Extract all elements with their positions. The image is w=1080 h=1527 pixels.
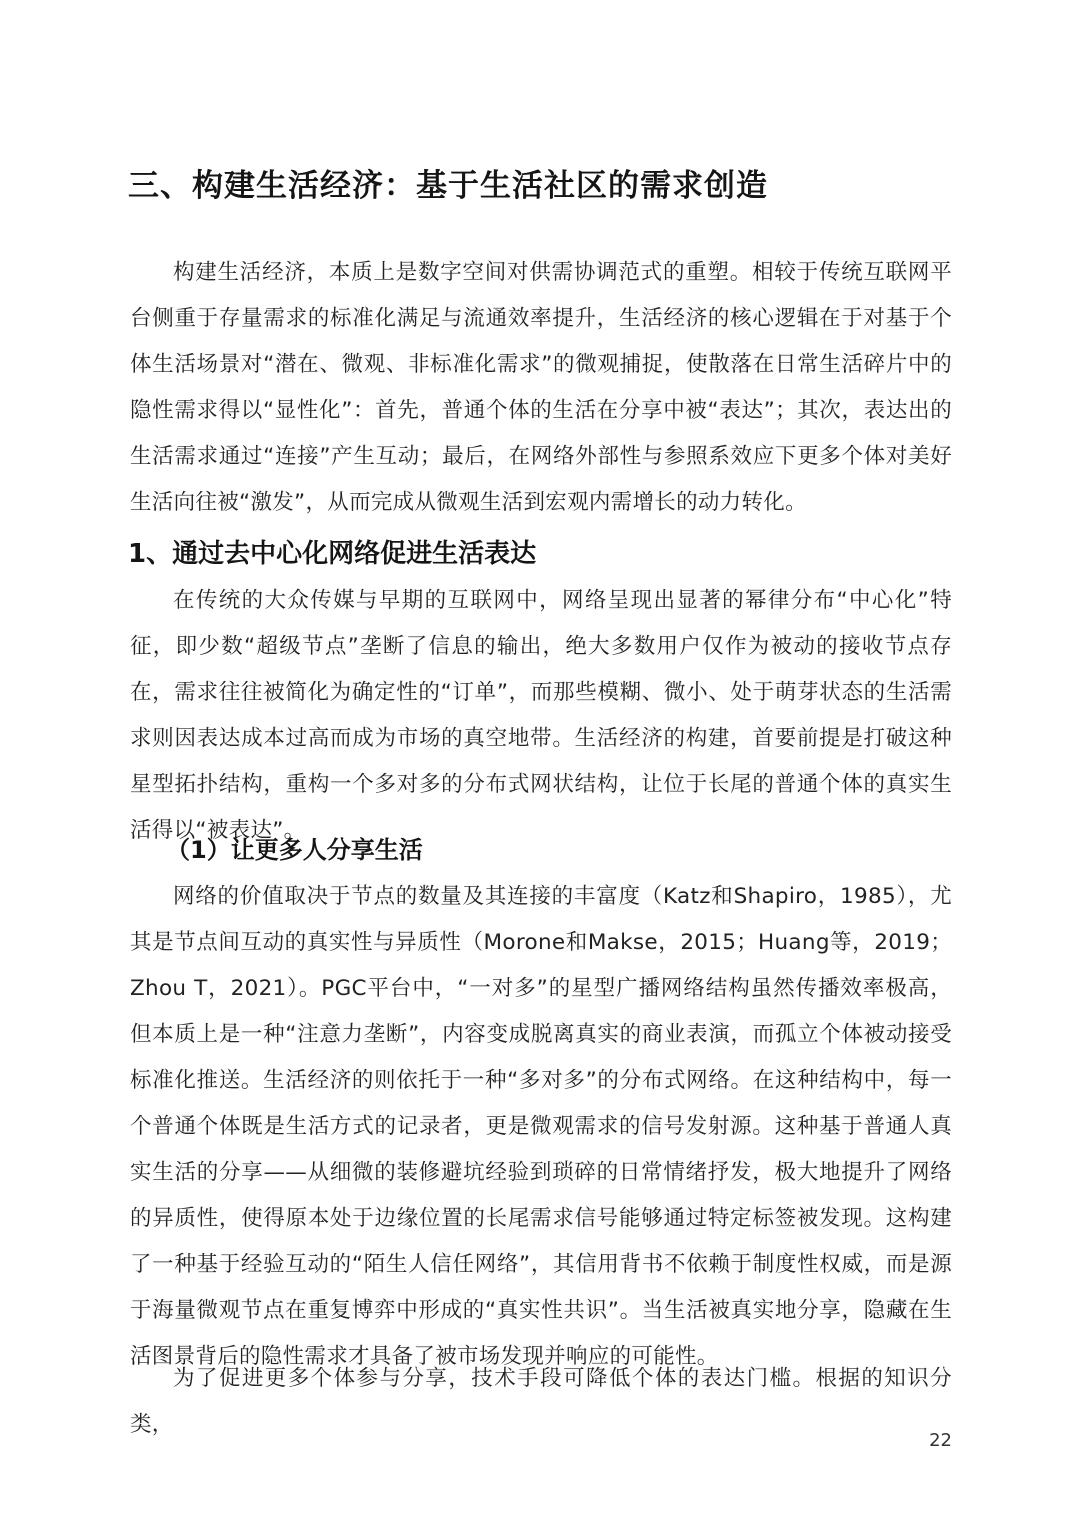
subsection-heading-1: 1、通过去中心化网络促进生活表达 bbox=[128, 539, 537, 569]
section-title: 三、构建生活经济：基于生活社区的需求创造 bbox=[128, 168, 768, 204]
sharing-paragraph: 网络的价值取决于节点的数量及其连接的丰富度（Katz和Shapiro，1985），尤其是节点间互动的真实性与异质性（Morone和Makse，2015；Huang等，2019；Zhou T，2021）。PGC平台中，“一对多”的星型广播网络结构虽然传播效率极高，但本质上是一种“注意力垄断”，内容变成脱离真实的商业表演，而孤立个体被动接受标准化推送。生活经济的则依托于一种“多对多”的分布式网络。在这种结构中，每一个普通个体既是生活方式的记录者，更是微观需求的信号发射源。这种基于普通人真实生活的分享——从细微的装修避坑经验到琐碎的日常情绪抒发，极大地提升了网络的异质性，使得原本处于边缘位置的长尾需求信号能够通过特定标签被发现。这构建了一种基于经验互动的“陌生人信任网络”，其信用背书不依赖于制度性权威，而是源于海量微观节点在重复博弈中形成的“真实性共识”。当生活被真实地分享，隐藏在生活图景背后的隐性需求才具备了被市场发现并响应的可能性。 bbox=[130, 884, 952, 1369]
intro-paragraph: 构建生活经济，本质上是数字空间对供需协调范式的重塑。相较于传统互联网平台侧重于存量需求的标准化满足与流通效率提升，生活经济的核心逻辑在于对基于个体生活场景对“潜在、微观、非标准化需求”的微观捕捉，使散落在日常生活碎片中的隐性需求得以“显性化”：首先，普通个体的生活在分享中被“表达”；其次，表达出的生活需求通过“连接”产生互动；最后，在网络外部性与参照系效应下更多个体对美好生活向往被“激发”，从而完成从微观生活到宏观内需增长的动力转化。 bbox=[130, 260, 952, 515]
decentralization-paragraph: 在传统的大众传媒与早期的互联网中，网络呈现出显著的幂律分布“中心化”特征，即少数“超级节点”垄断了信息的输出，绝大多数用户仅作为被动的接收节点存在，需求往往被简化为确定性的“订单”，而那些模糊、微小、处于萌芽状态的生活需求则因表达成本过高而成为市场的真空地带。生活经济的构建，首要前提是打破这种星型拓扑结构，重构一个多对多的分布式网状结构，让位于长尾的普通个体的真实生活得以“被表达”。 bbox=[130, 588, 952, 843]
technology-paragraph: 为了促进更多个体参与分享，技术手段可降低个体的表达门槛。根据的知识分类， bbox=[130, 1366, 952, 1437]
subsection-heading-1-1: （1）让更多人分享生活 bbox=[166, 836, 423, 864]
page-number: 22 bbox=[929, 1430, 952, 1451]
